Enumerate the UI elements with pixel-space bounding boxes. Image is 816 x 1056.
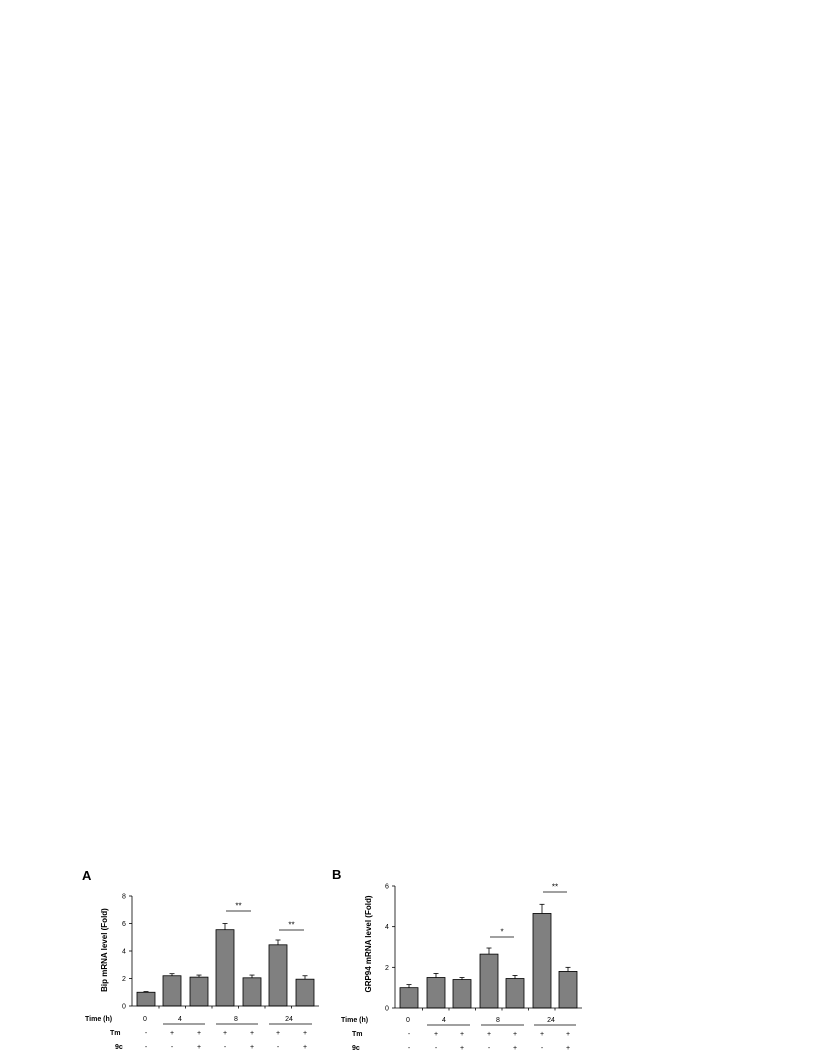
significance-label: **: [235, 901, 242, 911]
compound-9c-mark: +: [565, 1045, 571, 1052]
y-tick-label: 0: [385, 1005, 389, 1013]
y-tick-label: 8: [122, 893, 126, 901]
compound-9c-mark: +: [512, 1045, 518, 1052]
compound-9c-mark: -: [487, 1045, 491, 1052]
time-value: 24: [285, 1016, 293, 1023]
tm-mark: +: [249, 1030, 255, 1037]
condition-marks-group: [143, 1016, 312, 1051]
row-label-tm: Tm: [110, 1030, 121, 1037]
compound-9c-mark: -: [144, 1044, 148, 1051]
bar: [296, 979, 314, 1006]
y-axis-label: GRP94 mRNA level (Fold): [364, 895, 373, 993]
tm-mark: +: [196, 1030, 202, 1037]
y-axis-label: Bip mRNA level (Fold): [100, 908, 109, 992]
bars-group: [137, 924, 314, 1007]
bar: [216, 930, 234, 1006]
bar: [533, 913, 551, 1008]
condition-marks-group: [406, 1017, 576, 1052]
compound-9c-mark: +: [302, 1044, 308, 1051]
compound-9c-mark: -: [223, 1044, 227, 1051]
compound-9c-mark: -: [276, 1044, 280, 1051]
significance-label: **: [551, 882, 559, 892]
tm-mark: +: [222, 1030, 228, 1037]
significance-label: *: [500, 927, 504, 937]
row-labels-group: [341, 1017, 368, 1052]
y-tick-label: 4: [122, 948, 126, 956]
compound-9c-mark: +: [196, 1044, 202, 1051]
time-value: 4: [442, 1017, 446, 1024]
tm-mark: +: [539, 1031, 545, 1038]
y-tick-label: 6: [385, 883, 389, 891]
panel-label: B: [332, 867, 342, 882]
compound-9c-mark: +: [459, 1045, 465, 1052]
tm-mark: -: [407, 1031, 411, 1038]
panel-label: A: [82, 868, 92, 883]
y-tick-label: 2: [122, 976, 126, 983]
time-value: 0: [406, 1017, 410, 1024]
compound-9c-mark: -: [434, 1045, 438, 1052]
bar: [243, 978, 261, 1006]
bar: [427, 978, 445, 1009]
time-value: 24: [547, 1017, 555, 1024]
row-labels-group: [85, 1016, 123, 1051]
tm-mark: +: [512, 1031, 518, 1038]
row-label-time: Time (h): [341, 1017, 369, 1024]
compound-9c-mark: -: [540, 1045, 544, 1052]
y-tick-label: 2: [385, 964, 389, 972]
y-tick-label: 6: [122, 921, 126, 928]
bar: [506, 979, 524, 1008]
bar: [269, 945, 287, 1006]
tm-mark: +: [302, 1030, 308, 1037]
tm-mark: +: [169, 1030, 175, 1037]
y-tick-label: 0: [122, 1003, 126, 1011]
time-value: 0: [143, 1016, 147, 1023]
time-value: 4: [178, 1016, 182, 1023]
significance-label: **: [288, 920, 295, 930]
tm-mark: +: [459, 1031, 465, 1038]
y-tick-label: 4: [385, 924, 389, 932]
bar: [137, 992, 155, 1006]
compound-9c-mark: -: [170, 1044, 174, 1051]
panel-a: [82, 868, 319, 1051]
tm-mark: +: [275, 1030, 281, 1037]
time-value: 8: [496, 1017, 500, 1024]
row-label-time: Time (h): [85, 1016, 113, 1023]
row-label-tm: Tm: [352, 1031, 363, 1038]
tm-mark: +: [433, 1031, 439, 1038]
tm-mark: -: [144, 1030, 148, 1037]
compound-9c-mark: +: [249, 1044, 255, 1051]
row-label-9c: 9c: [115, 1044, 123, 1051]
bar: [559, 971, 577, 1008]
bar: [190, 977, 208, 1006]
tm-mark: +: [565, 1031, 571, 1038]
compound-9c-mark: -: [407, 1045, 411, 1052]
bars-group: [400, 904, 577, 1008]
bar: [453, 980, 471, 1008]
bar: [480, 954, 498, 1008]
panel-b: [332, 867, 582, 1052]
time-value: 8: [234, 1016, 238, 1023]
tm-mark: +: [486, 1031, 492, 1038]
bar: [400, 988, 418, 1008]
bar: [163, 976, 181, 1006]
row-label-9c: 9c: [352, 1045, 360, 1052]
